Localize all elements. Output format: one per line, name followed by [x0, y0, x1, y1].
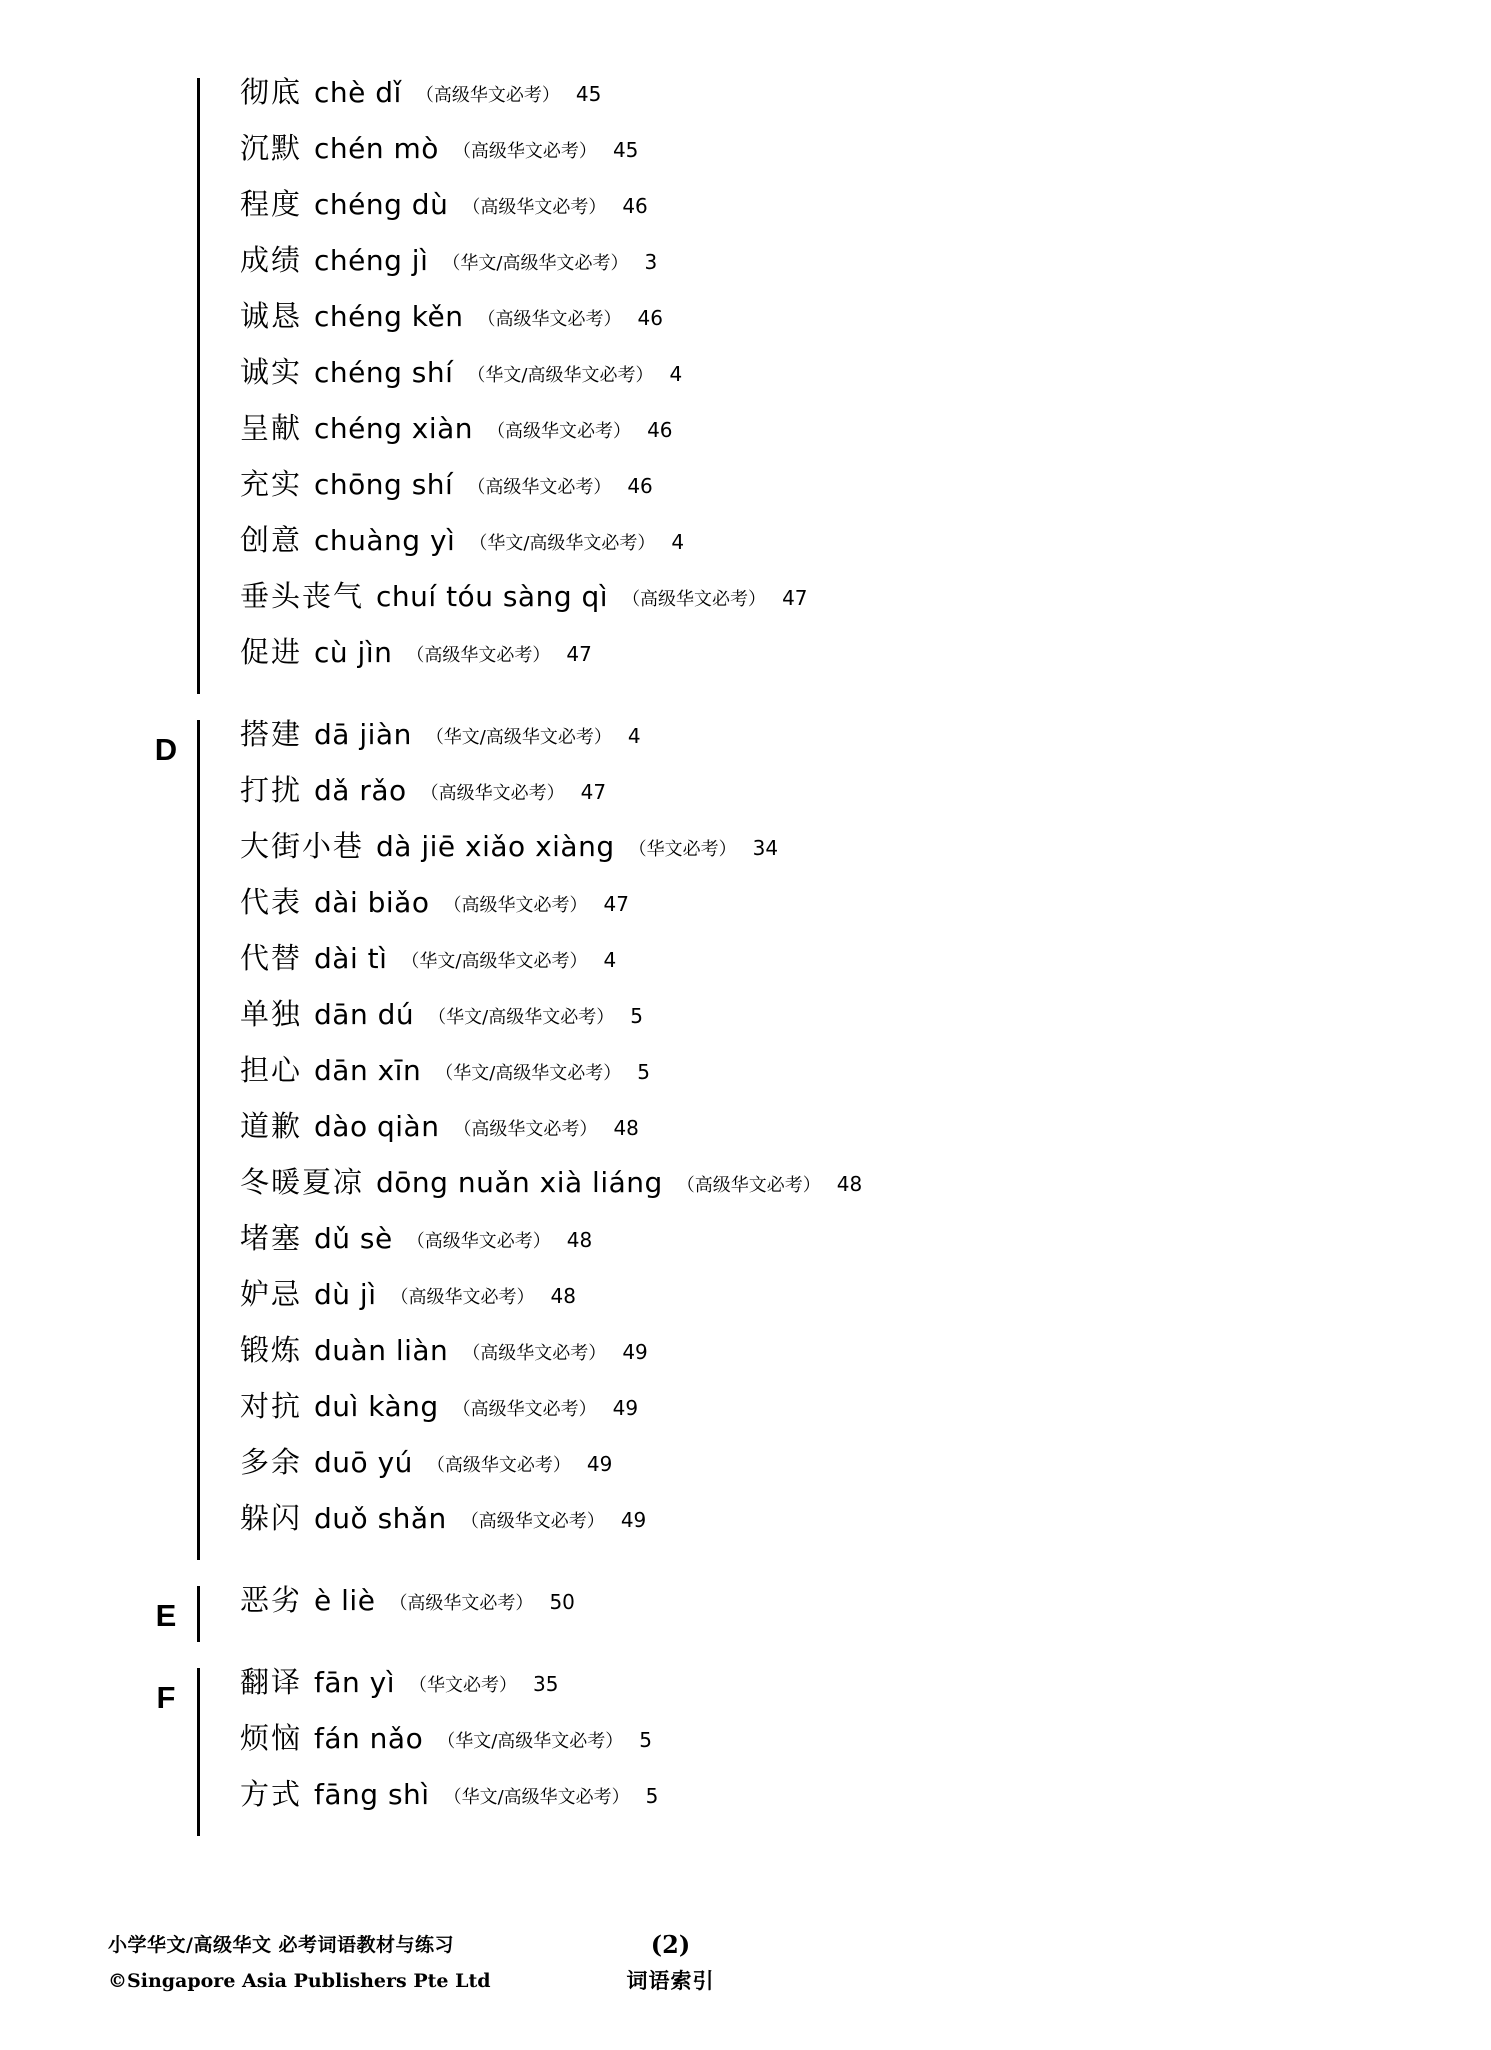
entry-pinyin: dài biǎo	[314, 886, 430, 919]
index-entry	[240, 1777, 1315, 1836]
index-entry	[240, 997, 1315, 1056]
entry-page-number: 46	[637, 306, 663, 330]
index-entry	[240, 75, 1315, 134]
entry-hanzi: 烦恼	[240, 1721, 303, 1755]
index-entry	[240, 299, 1315, 358]
entry-page-number: 49	[620, 1508, 647, 1532]
entry-pinyin: dà jiē xiǎo xiàng	[376, 830, 615, 863]
entry-exam-tag: （高级华文必考）	[462, 197, 607, 218]
index-group	[135, 1583, 1315, 1642]
entry-hanzi: 程度	[240, 187, 303, 221]
entry-exam-tag: （高级华文必考）	[462, 1343, 607, 1364]
page-footer	[0, 1900, 1491, 2050]
entry-exam-tag: （华文/高级华文必考）	[437, 1731, 624, 1752]
entry-page-number: 3	[644, 250, 658, 274]
entry-page-number: 48	[550, 1284, 576, 1308]
entry-pinyin: dān dú	[314, 998, 415, 1031]
index-entry	[240, 717, 1315, 776]
entry-hanzi: 躲闪	[240, 1501, 303, 1535]
index-entry	[240, 523, 1315, 582]
entry-pinyin: è liè	[314, 1584, 376, 1617]
entry-pinyin: dào qiàn	[314, 1110, 440, 1143]
index-entry	[240, 829, 1315, 888]
index-entries	[197, 1665, 1315, 1836]
index-entries	[197, 75, 1315, 694]
entry-page-number: 4	[671, 530, 685, 554]
footer-section-label: 词语索引	[626, 1969, 715, 1993]
entry-page-number: 49	[612, 1396, 639, 1420]
entry-exam-tag: （华文/高级华文必考）	[467, 365, 654, 386]
entry-hanzi: 打扰	[240, 773, 303, 807]
index-letter-heading	[135, 78, 197, 92]
entry-pinyin: chuí tóu sàng qì	[376, 580, 609, 613]
entry-exam-tag: （高级华文必考）	[452, 141, 597, 162]
entry-page-number: 35	[533, 1672, 559, 1696]
entry-pinyin: dài tì	[314, 942, 388, 975]
index-entries	[197, 717, 1315, 1560]
entry-page-number: 45	[575, 82, 602, 106]
entry-pinyin: duǒ shǎn	[314, 1502, 447, 1535]
entry-hanzi: 恶劣	[240, 1583, 303, 1617]
entry-exam-tag: （高级华文必考）	[406, 1231, 551, 1252]
entry-exam-tag: （华文必考）	[628, 839, 737, 860]
entry-hanzi: 代替	[240, 941, 303, 975]
entry-exam-tag: （华文/高级华文必考）	[428, 1007, 615, 1028]
entry-page-number: 34	[752, 836, 779, 860]
entry-exam-tag: （高级华文必考）	[622, 589, 767, 610]
entry-pinyin: chéng dù	[314, 188, 449, 221]
entry-hanzi: 冬暖夏凉	[240, 1165, 365, 1199]
group-spacer	[135, 694, 1315, 720]
index-letter-heading: E	[155, 1598, 177, 1633]
index-group	[135, 717, 1315, 1560]
entry-hanzi: 代表	[240, 885, 303, 919]
entry-pinyin: duō yú	[314, 1446, 413, 1479]
entry-hanzi: 诚实	[240, 355, 303, 389]
entry-page-number: 5	[637, 1060, 651, 1084]
index-entry	[240, 1721, 1315, 1780]
index-entry	[240, 773, 1315, 832]
entry-pinyin: dù jì	[314, 1278, 377, 1311]
entry-page-number: 50	[549, 1590, 575, 1614]
entry-page-number: 46	[627, 474, 653, 498]
entry-exam-tag: （高级华文必考）	[676, 1175, 821, 1196]
footer-book-title: 小学华文/高级华文 必考词语教材与练习	[108, 1934, 455, 1956]
index-letter-heading: D	[154, 732, 178, 767]
index-entry	[240, 579, 1315, 638]
entry-pinyin: dǎ rǎo	[314, 774, 407, 807]
entry-hanzi: 成绩	[240, 243, 303, 277]
entry-hanzi: 道歉	[240, 1109, 303, 1143]
index-entry	[240, 1165, 1315, 1224]
index-group	[135, 75, 1315, 694]
entry-hanzi: 创意	[240, 523, 303, 557]
index-entry	[240, 941, 1315, 1000]
entry-exam-tag: （高级华文必考）	[426, 1455, 571, 1476]
entry-exam-tag: （高级华文必考）	[406, 645, 551, 666]
index-entry	[240, 355, 1315, 414]
entry-page-number: 48	[566, 1228, 593, 1252]
entry-pinyin: fán nǎo	[314, 1722, 424, 1755]
entry-exam-tag: （高级华文必考）	[443, 895, 588, 916]
entry-exam-tag: （华文/高级华文必考）	[442, 253, 629, 274]
footer-page-number: (2)	[650, 1930, 691, 1959]
entry-pinyin: dōng nuǎn xià liáng	[376, 1166, 663, 1199]
entry-hanzi: 沉默	[240, 131, 303, 165]
entry-exam-tag: （高级华文必考）	[415, 85, 560, 106]
word-index	[135, 75, 1315, 1836]
entry-page-number: 47	[580, 780, 607, 804]
entry-hanzi: 垂头丧气	[240, 579, 365, 613]
index-entry	[240, 187, 1315, 246]
entry-hanzi: 搭建	[240, 717, 303, 751]
index-letter-heading: F	[156, 1680, 176, 1715]
entry-page-number: 48	[836, 1172, 863, 1196]
entry-pinyin: duì kàng	[314, 1390, 439, 1423]
entry-pinyin: chéng kěn	[314, 300, 464, 333]
entry-pinyin: chéng shí	[314, 356, 454, 389]
entry-page-number: 49	[622, 1340, 648, 1364]
entry-hanzi: 方式	[240, 1777, 303, 1811]
index-entry	[240, 243, 1315, 302]
entry-exam-tag: （高级华文必考）	[477, 309, 622, 330]
entry-page-number: 5	[630, 1004, 643, 1028]
index-entry	[240, 1109, 1315, 1168]
entry-page-number: 46	[622, 194, 648, 218]
entry-exam-tag: （华文/高级华文必考）	[425, 727, 612, 748]
entry-hanzi: 单独	[240, 997, 303, 1031]
group-spacer	[135, 1560, 1315, 1586]
entry-page-number: 4	[603, 948, 617, 972]
index-entry	[240, 1665, 1315, 1724]
entry-pinyin: cù jìn	[314, 636, 393, 669]
entry-pinyin: chéng jì	[314, 244, 429, 277]
index-entry	[240, 1583, 1315, 1642]
entry-page-number: 4	[627, 724, 641, 748]
entry-page-number: 49	[586, 1452, 613, 1476]
entry-hanzi: 大街小巷	[240, 829, 365, 863]
entry-exam-tag: （华文/高级华文必考）	[435, 1063, 622, 1084]
entry-exam-tag: （高级华文必考）	[389, 1593, 534, 1614]
entry-hanzi: 锻炼	[240, 1333, 303, 1367]
index-entry	[240, 1501, 1315, 1560]
footer-center-block	[0, 1930, 1491, 1995]
index-entry	[240, 1445, 1315, 1504]
entry-page-number: 47	[782, 586, 808, 610]
entry-exam-tag: （高级华文必考）	[420, 783, 565, 804]
index-entry	[240, 467, 1315, 526]
index-entry	[240, 1277, 1315, 1336]
entry-pinyin: fān yì	[314, 1666, 396, 1699]
index-entry	[240, 1221, 1315, 1280]
index-entry	[240, 1333, 1315, 1392]
index-group	[135, 1665, 1315, 1836]
entry-exam-tag: （华文必考）	[409, 1675, 518, 1696]
index-entry	[240, 1389, 1315, 1448]
group-spacer	[135, 1642, 1315, 1668]
entry-hanzi: 呈献	[240, 411, 303, 445]
entry-page-number: 5	[645, 1784, 659, 1808]
entry-exam-tag: （高级华文必考）	[487, 421, 632, 442]
entry-pinyin: dǔ sè	[314, 1222, 393, 1255]
index-entry	[240, 1053, 1315, 1112]
entry-page-number: 48	[613, 1116, 639, 1140]
entry-hanzi: 担心	[240, 1053, 303, 1087]
entry-exam-tag: （高级华文必考）	[452, 1399, 597, 1420]
entry-hanzi: 对抗	[240, 1389, 303, 1423]
entry-pinyin: fāng shì	[314, 1778, 430, 1811]
index-entry	[240, 885, 1315, 944]
entry-hanzi: 彻底	[240, 75, 303, 109]
entry-page-number: 47	[566, 642, 592, 666]
entry-pinyin: duàn liàn	[314, 1334, 449, 1367]
entry-exam-tag: （高级华文必考）	[453, 1119, 598, 1140]
entry-hanzi: 妒忌	[240, 1277, 303, 1311]
entry-pinyin: dā jiàn	[314, 718, 412, 751]
entry-exam-tag: （高级华文必考）	[460, 1511, 605, 1532]
entry-hanzi: 多余	[240, 1445, 303, 1479]
entry-exam-tag: （华文/高级华文必考）	[443, 1787, 630, 1808]
entry-page-number: 47	[603, 892, 629, 916]
footer-copyright: ©Singapore Asia Publishers Pte Ltd	[108, 1970, 491, 1993]
entry-hanzi: 诚恳	[240, 299, 303, 333]
entry-hanzi: 促进	[240, 635, 303, 669]
entry-page-number: 46	[647, 418, 673, 442]
entry-exam-tag: （华文/高级华文必考）	[469, 533, 656, 554]
entry-pinyin: chuàng yì	[314, 524, 456, 557]
entry-hanzi: 堵塞	[240, 1221, 303, 1255]
entry-pinyin: chōng shí	[314, 468, 454, 501]
entry-exam-tag: （高级华文必考）	[390, 1287, 535, 1308]
entry-pinyin: chè dǐ	[314, 76, 402, 109]
index-entry	[240, 411, 1315, 470]
entry-hanzi: 充实	[240, 467, 303, 501]
entry-pinyin: chén mò	[314, 132, 439, 165]
index-entry	[240, 131, 1315, 190]
entry-hanzi: 翻译	[240, 1665, 303, 1699]
index-entry	[240, 635, 1315, 694]
entry-page-number: 45	[612, 138, 639, 162]
entry-pinyin: dān xīn	[314, 1054, 422, 1087]
entry-page-number: 4	[669, 362, 683, 386]
entry-pinyin: chéng xiàn	[314, 412, 474, 445]
entry-exam-tag: （华文/高级华文必考）	[401, 951, 588, 972]
index-entries	[197, 1583, 1315, 1642]
entry-page-number: 5	[639, 1728, 653, 1752]
entry-exam-tag: （高级华文必考）	[467, 477, 612, 498]
